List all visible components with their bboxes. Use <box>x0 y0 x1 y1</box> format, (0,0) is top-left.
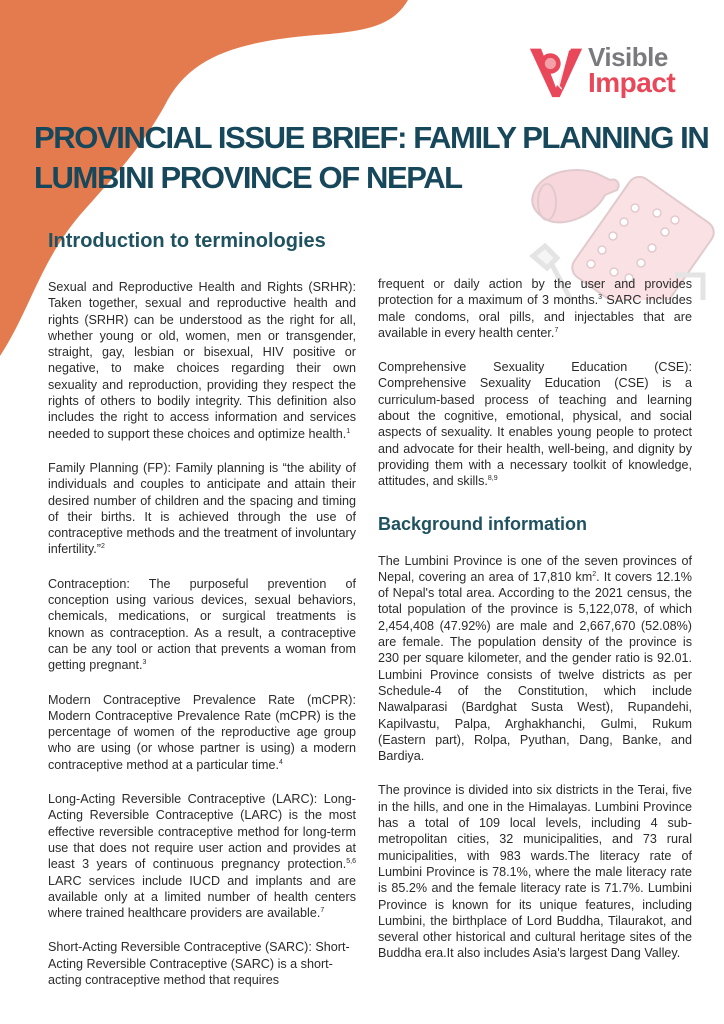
document-title: PROVINCIAL ISSUE BRIEF: FAMILY PLANNING IN LUMBINI PROVINCE OF NEPAL <box>34 120 709 195</box>
section-heading-intro: Introduction to terminologies <box>48 230 326 252</box>
paragraph-mcpr: Modern Contraceptive Prevalence Rate (mCPR): Modern Contraceptive Prevalence Rate (mCPR) is the percentage of women of the reproductive age group who are using (or whose partner is using) a modern contraceptive method at a particular time.$^4$ <box>48 692 356 772</box>
paragraph-background-overview: The Lumbini Province is one of the seven provinces of Nepal, covering an area of 17,810 $km^2$. It covers 12.1% of Nepal's total area. According to the 2021 census, the total population of the province is 5,122,078, of which 2,454,408 (47.92%) are male and 2,667,670 (52.08%) are female. The population density of the province is 230 per square kilometer, and the gender ratio is 92.01. Lumbini Province consists of twelve districts as per Schedule-4 of the Constitution, which include Nawalparasi (Bardghat Susta West), Rupandehi, Kapilvastu, Palpa, Arghakhanchi, Gulmi, Rukum (Eastern part), Rolpa, Pyuthan, Dang, Banke, and Bardiya. <box>378 553 692 764</box>
paragraph-sarc-continued: frequent or daily action by the user and provides protection for a maximum of 3 months.$^3$ SARC includes male condoms, oral pills, and injectables that are available in every health center.$^7$ <box>378 277 692 340</box>
logo-word-impact: Impact <box>588 67 676 99</box>
left-column <box>48 228 356 1006</box>
visible-impact-logo <box>528 42 708 100</box>
paragraph-sarc: Short-Acting Reversible Contraceptive (SARC): Short-Acting Reversible Contraceptive (SARC) is a short-acting contraceptive method that requires <box>48 940 350 987</box>
paragraph-background-districts: The province is divided into six districts in the Terai, five in the hills, and one in the Himalayas. Lumbini Province has a total of 109 local levels, including 4 sub-metropolitan cities, 32 municipalities, and 73 rural municipalities, with 983 wards.The literacy rate of Lumbini Province is 78.1%, where the male literacy rate is 85.2% and the female literacy rate is 71.7%. Lumbini Province is known for its unique features, including Lumbini, the birthplace of Lord Buddha, Tilaurakot, and several other historical and cultural heritage sites of the Buddha era.It also includes Asia's largest Dang Valley. <box>378 783 692 961</box>
logo-word-visible: Visible <box>588 42 668 73</box>
visible-impact-logo-icon <box>528 43 584 99</box>
right-column <box>378 276 692 980</box>
paragraph-cse: Comprehensive Sexuality Education (CSE): Comprehensive Sexuality Education (CSE) is a curriculum-based process of teaching and learning about the cognitive, emotional, physical, and social aspects of sexuality. It enables young people to protect and advocate for their health, well-being, and dignity by providing them with a necessary toolkit of knowledge, attitudes, and skills.$^{8,9}$ <box>378 360 692 489</box>
paragraph-family-planning: Family Planning (FP): Family planning is “the ability of individuals and couples to anticipate and attain their desired number of children and the spacing and timing of their births. It is achieved through the use of contraceptive methods and the treatment of involuntary infertility.”$^2$ <box>48 460 356 557</box>
paragraph-larc: Long-Acting Reversible Contraceptive (LARC): Long-Acting Reversible Contraceptive (LARC) is the most effective reversible contraceptive method for long-term use that does not require user action and provides at least 3 years of continuous pregnancy protection.$^{5,6}$ LARC services include IUCD and implants and are available only at a limited number of health centers where trained healthcare providers are available.$^7$ <box>48 792 356 921</box>
paragraph-srhr: Sexual and Reproductive Health and Rights (SRHR): Taken together, sexual and reproductive health and rights (SRHR) can be understood as the right for all, whether young or old, women, men or transgender, straight, gay, lesbian or bisexual, HIV positive or negative, to make choices regarding their own sexuality and reproduction, providing they respect the rights of others to bodily integrity. This definition also includes the right to access information and services needed to support these choices and optimize health.$^1$ <box>48 280 356 441</box>
paragraph-contraception: Contraception: The purposeful prevention of conception using various devices, sexual behaviors, chemicals, medications, or surgical treatments is known as contraception. As a result, a contraceptive can be any tool or action that prevents a woman from getting pregnant.$^3$ <box>48 576 356 673</box>
section-heading-background: Background information <box>378 513 588 534</box>
